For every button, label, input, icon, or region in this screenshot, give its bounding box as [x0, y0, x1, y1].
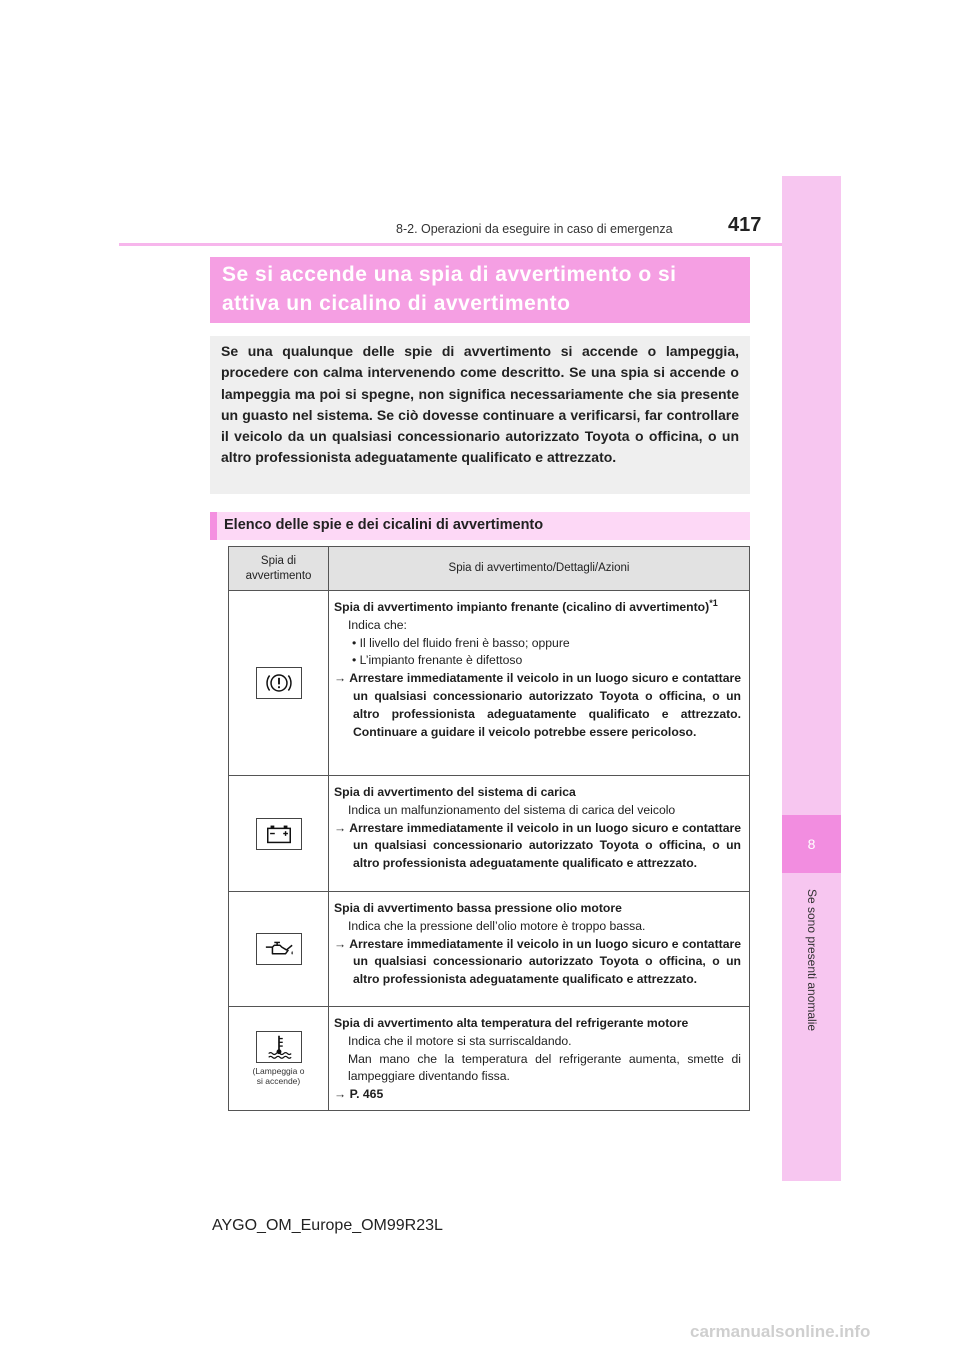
footer-doc-id: AYGO_OM_Europe_OM99R23L — [212, 1217, 443, 1234]
row-description — [329, 591, 750, 776]
table-row — [229, 591, 750, 776]
row-description — [329, 892, 750, 1007]
intro-text: Se una qualunque delle spie di avvertimento si accende o lampeggia, procedere con calma intervenendo come descritto. Se una spia si accende o lampeggia ma poi si spegne, non significa necessariamente che sia presente un guasto nel sistema. Se ciò dovesse continuare a verificarsi, far controllare il veicolo da un qualsiasi concessionario autorizzato Toyota o officina, o un altro professionista adeguatamente qualificato e attrezzato. — [221, 343, 739, 466]
row-title-text: Spia di avvertimento impianto frenante (cicalino di avvertimento) — [334, 600, 710, 614]
row-description — [329, 1007, 750, 1111]
row-description — [329, 776, 750, 892]
icon-cell — [229, 776, 329, 892]
icon-note-line1: (Lampeggia o — [252, 1065, 305, 1076]
row-action: → Arrestare immediatamente il veicolo in un luogo sicuro e contattare un qualsiasi concessionario autorizzato Toyota o officina, o un altro professionista adeguatamente qualificato e attrezzato. — [334, 820, 741, 871]
oil-pressure-icon — [256, 933, 302, 965]
battery-icon — [256, 818, 302, 850]
row-detail: Man mano che la temperatura del refrigerante aumenta, smette di lampeggiare diventando fissa. — [348, 1051, 741, 1084]
icon-cell — [229, 892, 329, 1007]
row-indicates: Indica che: — [348, 617, 407, 632]
icon-cell — [229, 591, 329, 776]
list-header-accent — [210, 512, 217, 540]
col-header-light-line1: Spia di — [260, 554, 297, 567]
icon-note-line2: si accende) — [256, 1075, 301, 1086]
header-divider — [119, 243, 782, 246]
chapter-number: 8 — [782, 815, 841, 873]
page-number: 417 — [728, 214, 762, 236]
section-title-line2: attiva un cicalino di avvertimento — [222, 292, 571, 315]
row-indicates: Indica che il motore si sta surriscaldando. — [348, 1033, 572, 1048]
row-title — [334, 599, 741, 617]
row-action: → Arrestare immediatamente il veicolo in un luogo sicuro e contattare un qualsiasi concessionario autorizzato Toyota o officina, o un altro professionista adeguatamente qualificato e attrezzato. — [334, 936, 741, 987]
row-action: → Arrestare immediatamente il veicolo in un luogo sicuro e contattare un qualsiasi concessionario autorizzato Toyota o officina, o un altro professionista adeguatamente qualificato e attrezzato. Continuare a guidare il veicolo potrebbe essere pericoloso. — [334, 671, 741, 739]
header-section-title: 8-2. Operazioni da eseguire in caso di emergenza — [396, 222, 673, 236]
brake-warning-icon — [256, 667, 302, 699]
list-header-text: Elenco delle spie e dei cicalini di avvertimento — [224, 517, 544, 533]
icon-cell — [229, 1007, 329, 1111]
watermark: carmanualsonline.info — [690, 1322, 871, 1341]
table-header-row — [229, 547, 750, 591]
footnote-marker: *1 — [709, 597, 718, 608]
col-header-light-line2: avvertimento — [245, 569, 312, 582]
chapter-label — [782, 880, 841, 1040]
section-title — [210, 257, 750, 323]
coolant-temperature-icon — [256, 1031, 302, 1063]
row-action-page-ref[interactable]: → P. 465 — [334, 1087, 384, 1102]
intro-box — [210, 336, 750, 494]
chapter-label-text: Se sono presenti anomalie — [804, 888, 819, 1032]
warning-lights-table — [228, 546, 750, 1111]
row-bullet: • L’impianto frenante è difettoso — [352, 653, 523, 668]
icon-note — [229, 1066, 328, 1086]
table-row — [229, 1007, 750, 1111]
list-header — [210, 512, 750, 540]
table-row — [229, 776, 750, 892]
col-header-light — [229, 547, 329, 591]
row-bullet: • Il livello del fluido freni è basso; oppure — [352, 635, 570, 650]
row-title: Spia di avvertimento del sistema di carica — [334, 785, 576, 799]
table-row — [229, 892, 750, 1007]
row-title: Spia di avvertimento bassa pressione olio motore — [334, 901, 622, 915]
col-header-details: Spia di avvertimento/Dettagli/Azioni — [329, 547, 750, 591]
row-indicates: Indica un malfunzionamento del sistema di carica del veicolo — [348, 802, 676, 817]
section-title-line1: Se si accende una spia di avvertimento o si — [222, 263, 677, 286]
row-title: Spia di avvertimento alta temperatura del refrigerante motore — [334, 1016, 689, 1030]
row-indicates: Indica che la pressione dell’olio motore è troppo bassa. — [348, 918, 646, 933]
